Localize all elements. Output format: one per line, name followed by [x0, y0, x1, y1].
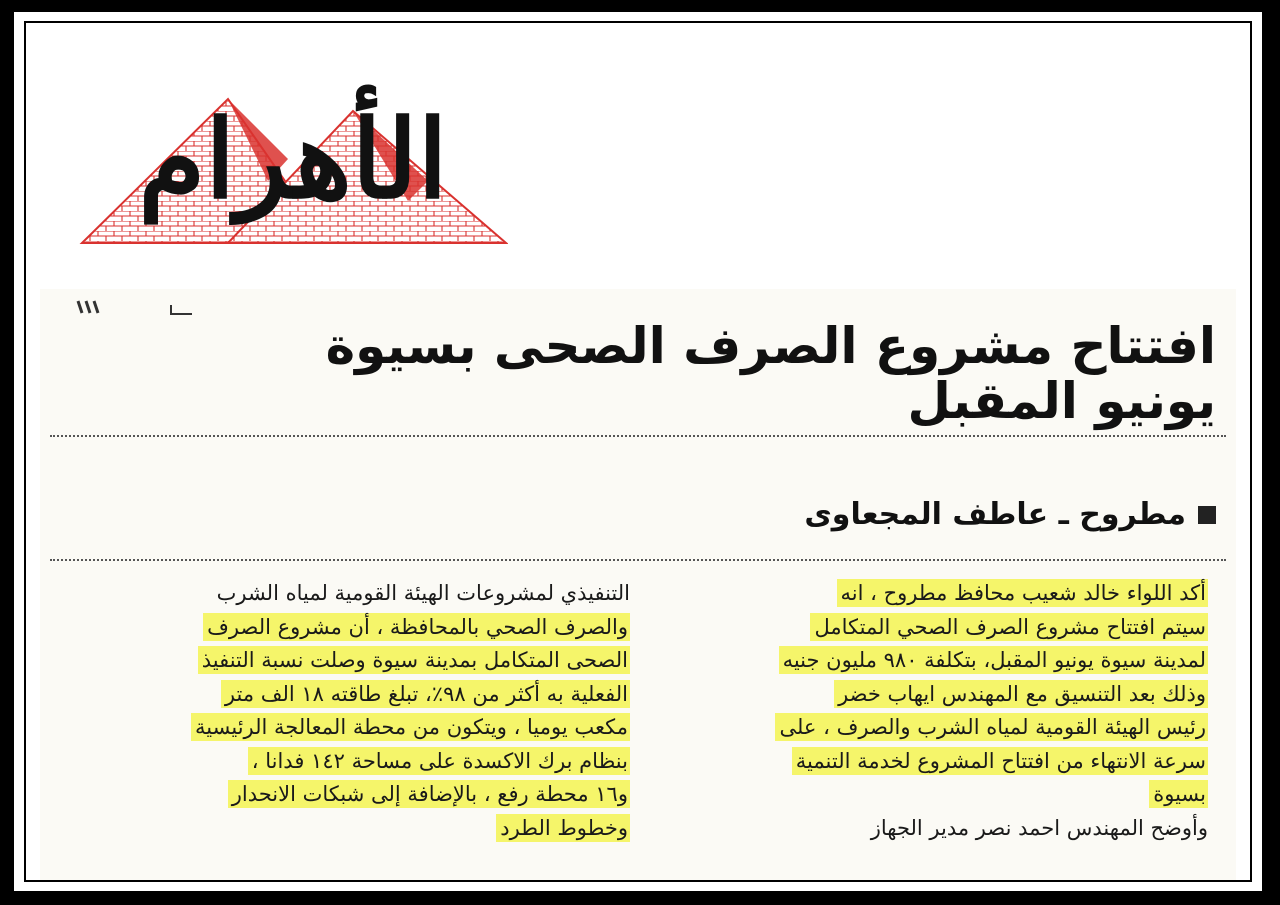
paragraph-line: مكعب يوميا ، ويتكون من محطة المعالجة الرئيسية	[195, 715, 628, 739]
divider-top	[50, 435, 1226, 437]
paragraph-line: سيتم افتتاح مشروع الصرف الصحي المتكامل	[814, 614, 1206, 639]
paragraph-line: الصحى المتكامل بمدينة سيوة وصلت نسبة التنفيذ	[201, 648, 628, 672]
paragraph-line: والصرف الصحي بالمحافظة ، أن مشروع الصرف	[207, 614, 628, 639]
paragraph-line: وخطوط الطرد	[500, 815, 628, 840]
byline-text: مطروح ـ عاطف المجعاوى	[804, 497, 1186, 532]
paragraph-line: رئيس الهيئة القومية لمياه الشرب والصرف ، على	[779, 715, 1206, 739]
divider-byline	[50, 559, 1226, 561]
news-clipping	[40, 289, 1236, 881]
logo-wordmark: الأهرام	[138, 97, 448, 223]
paragraph-line: الفعلية به أكثر من ٩٨٪، تبلغ طاقته ١٨ الف متر	[224, 681, 628, 706]
crop-mark-icon	[170, 305, 192, 315]
article-column-right	[648, 577, 1208, 845]
article-column-left	[70, 577, 630, 845]
outer-frame	[14, 12, 1262, 891]
paragraph-line: و١٦ محطة رفع ، بالإضافة إلى شبكات الانحدار	[231, 782, 628, 806]
paragraph-line: أكد اللواء خالد شعيب محافظ مطروح ، انه	[840, 581, 1206, 605]
bullet-square-icon	[1198, 506, 1216, 524]
article-headline: افتتاح مشروع الصرف الصحى بسيوة يونيو المقبل	[325, 317, 1216, 430]
paragraph-line: وذلك بعد التنسيق مع المهندس ايهاب خضر	[838, 681, 1206, 706]
paragraph-line: بنظام برك الاكسدة على مساحة ١٤٢ فدانا ،	[251, 748, 628, 773]
paragraph-line: التنفيذي لمشروعات الهيئة القومية لمياه الشرب	[216, 581, 630, 605]
page-frame	[24, 21, 1252, 882]
paragraph-line: سرعة الانتهاء من افتتاح المشروع لخدمة التنمية	[795, 748, 1206, 773]
paragraph-line: بسيوة	[1153, 782, 1206, 806]
paragraph-line: وأوضح المهندس احمد نصر مدير الجهاز	[870, 815, 1208, 840]
paragraph-line: لمدينة سيوة يونيو المقبل، بتكلفة ٩٨٠ مليون جنيه	[782, 648, 1206, 672]
article-byline	[804, 497, 1216, 532]
corner-mark-icon	[76, 299, 106, 315]
newspaper-logo	[78, 81, 508, 246]
